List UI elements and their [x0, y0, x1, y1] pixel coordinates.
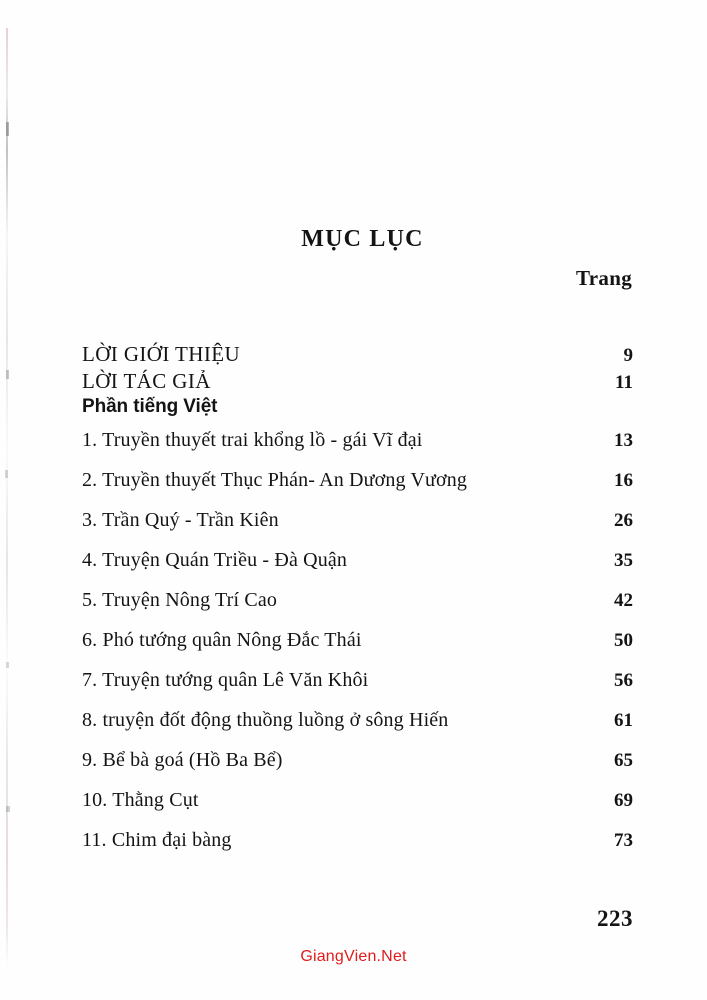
toc-entry-row[interactable] [82, 709, 633, 749]
toc-entry-page-number: 11 [615, 372, 633, 393]
page-folio-number: 223 [597, 906, 633, 931]
toc-entry-page-number: 35 [614, 550, 633, 571]
watermark-text: GiangVien.Net [300, 948, 407, 965]
table-of-contents [82, 342, 633, 869]
toc-entry-label: LỜI GIỚI THIỆU [82, 342, 241, 366]
toc-entry-row[interactable] [82, 429, 633, 469]
toc-entry-page-number: 9 [623, 345, 633, 366]
toc-entry-page-number: 73 [614, 830, 633, 851]
toc-entry-row[interactable] [82, 549, 633, 589]
toc-entry-row[interactable] [82, 669, 633, 709]
toc-entry-label: 9. Bể bà goá (Hồ Ba Bể) [82, 749, 283, 771]
scan-artifact-fleck [5, 470, 8, 478]
toc-entry-label: 5. Truyện Nông Trí Cao [82, 589, 278, 611]
toc-entry-label: 4. Truyện Quán Triều - Đà Quận [82, 549, 348, 571]
toc-entry-row[interactable] [82, 509, 633, 549]
toc-entry-row[interactable] [82, 749, 633, 789]
toc-entry-label: 2. Truyền thuyết Thục Phán- An Dương Vương [82, 469, 468, 491]
toc-entry-label: LỜI TÁC GIẢ [82, 369, 211, 393]
toc-entry-page-number: 61 [614, 710, 633, 731]
page-column-header: Trang [576, 266, 632, 290]
page-title: MỤC LỤC [301, 226, 424, 252]
toc-entry-row[interactable] [82, 469, 633, 509]
watermark [0, 948, 707, 966]
toc-entry-page-number: 26 [614, 510, 633, 531]
toc-entry-label: 8. truyện đốt động thuồng luồng ở sông Hiến [82, 709, 449, 731]
toc-entry-label: 10. Thằng Cụt [82, 789, 199, 811]
toc-entry-page-number: 69 [614, 790, 633, 811]
scan-artifact-fleck [6, 370, 9, 379]
toc-section-heading [82, 396, 633, 429]
toc-entry-label: 1. Truyền thuyết trai khổng lồ - gái Vĩ đại [82, 429, 423, 451]
scan-artifact-streak [6, 28, 8, 968]
toc-entry-label: 11. Chim đại bàng [82, 829, 232, 851]
toc-entry-page-number: 56 [614, 670, 633, 691]
scan-artifact-fleck [6, 806, 10, 812]
toc-entry-label: 7. Truyện tướng quân Lê Văn Khôi [82, 669, 369, 691]
toc-entry-row[interactable] [82, 789, 633, 829]
toc-section-heading-label: Phần tiếng Việt [82, 396, 218, 417]
toc-entry-page-number: 13 [614, 430, 633, 451]
toc-front-matter-row[interactable] [82, 342, 633, 369]
toc-entry-page-number: 42 [614, 590, 633, 611]
toc-entry-row[interactable] [82, 829, 633, 869]
toc-entry-page-number: 16 [614, 470, 633, 491]
toc-entry-label: 3. Trần Quý - Trần Kiên [82, 509, 279, 531]
toc-entry-page-number: 50 [614, 630, 633, 651]
toc-entry-label: 6. Phó tướng quân Nông Đắc Thái [82, 629, 362, 651]
toc-front-matter-row[interactable] [82, 369, 633, 396]
toc-entry-row[interactable] [82, 629, 633, 669]
scan-artifact-fleck [6, 662, 9, 668]
scan-artifact-fleck [6, 122, 9, 136]
toc-entry-page-number: 65 [614, 750, 633, 771]
toc-entry-row[interactable] [82, 589, 633, 629]
